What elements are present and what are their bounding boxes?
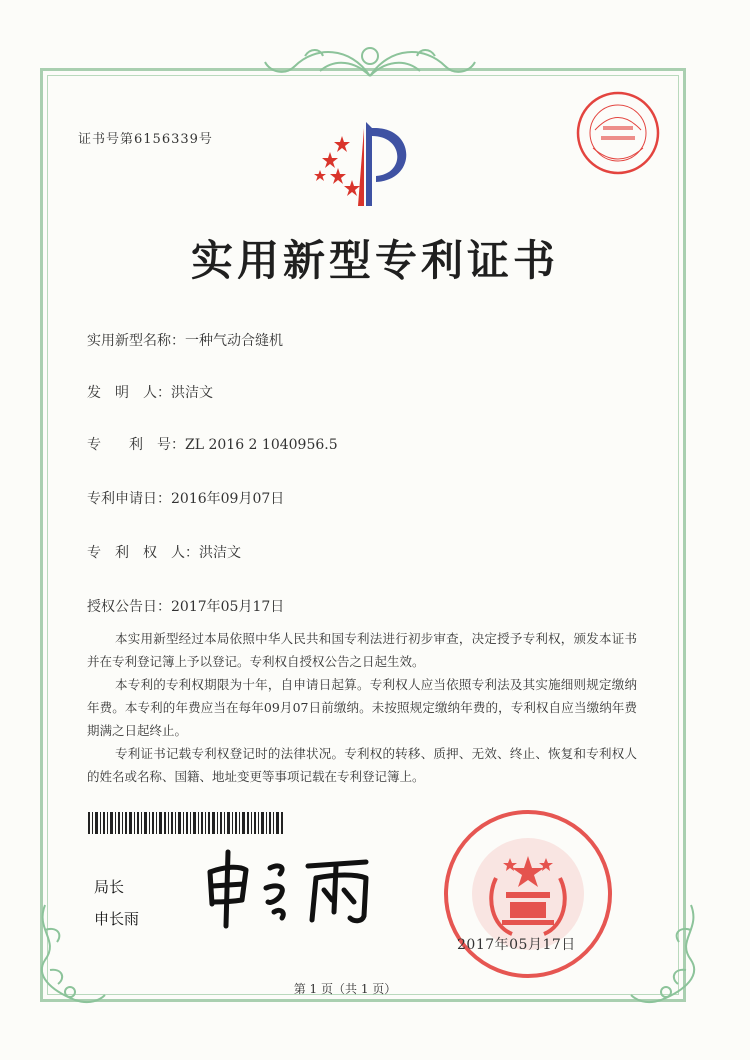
field-inventor [87, 382, 213, 402]
field-value: 洪洁文 [171, 385, 213, 401]
field-application-date [87, 488, 284, 508]
paragraph-grant-statement: 本实用新型经过本局依照中华人民共和国专利法进行初步审查，决定授予专利权，颁发本证书并在专利登记簿上予以登记。专利权自授权公告之日起生效。 [87, 631, 637, 669]
field-value: 一种气动合缝机 [185, 333, 283, 349]
field-label: 授权公告日： [87, 599, 171, 615]
field-label: 专利申请日： [87, 491, 171, 507]
field-value: ZL 2016 2 1040956.5 [185, 437, 338, 453]
field-label: 专 利 权 人： [87, 545, 199, 561]
field-label: 发 明 人： [87, 385, 171, 401]
field-value: 2016年09月07日 [171, 491, 285, 507]
tax-stamp-seal [575, 90, 661, 176]
paragraph-legal-status: 专利证书记载专利权登记时的法律状况。专利权的转移、质押、无效、终止、恢复和专利权人的姓名或名称、国籍、地址变更等事项记载在专利登记簿上。 [87, 746, 637, 784]
certificate-title: 实用新型专利证书 [190, 236, 559, 285]
field-patentee [87, 542, 241, 562]
field-label: 实用新型名称： [87, 333, 185, 349]
field-utility-model-name [87, 330, 283, 350]
field-patent-number [87, 434, 338, 454]
field-value: 洪洁文 [199, 545, 241, 561]
field-grant-date [87, 596, 284, 616]
director-signature [196, 842, 388, 932]
paragraph-term-statement: 本专利的专利权期限为十年，自申请日起算。专利权人应当依照专利法及其实施细则规定缴纳年费。本专利的年费应当在每年09月07日前缴纳。未按照规定缴纳年费的，专利权自应当缴纳年费期满之日起终止。 [87, 677, 637, 738]
barcode [88, 812, 284, 834]
field-label: 专 利 号： [87, 437, 185, 453]
top-ornament [255, 36, 485, 86]
official-seal [442, 808, 614, 980]
field-value: 2017年05月17日 [171, 599, 285, 615]
issue-date: 2017年05月17日 [457, 937, 576, 953]
director-name: 申长雨 [94, 910, 140, 928]
page-number: 第 1 页（共 1 页） [293, 982, 397, 996]
director-title: 局长 [94, 878, 125, 896]
certificate-number: 证书号第6156339号 [78, 132, 213, 147]
patent-office-logo [306, 118, 424, 210]
